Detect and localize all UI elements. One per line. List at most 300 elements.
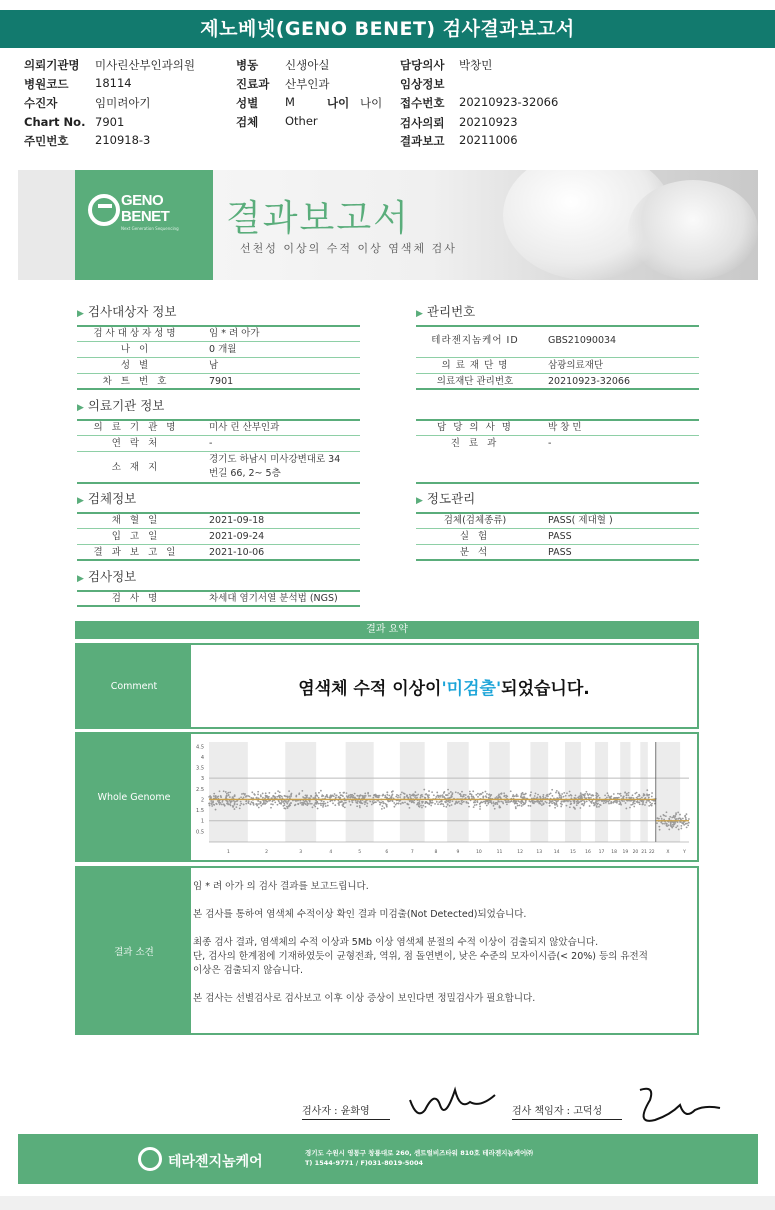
data-point [637, 802, 639, 804]
data-point [499, 807, 501, 809]
data-point [431, 791, 433, 793]
data-point [392, 790, 394, 792]
logo-text: BENET [121, 208, 170, 225]
data-point [364, 803, 366, 805]
data-point [543, 803, 545, 805]
data-point [472, 790, 474, 792]
data-point [510, 790, 512, 792]
data-point [330, 796, 332, 798]
data-point [447, 801, 449, 803]
data-point [612, 802, 614, 804]
data-point [524, 803, 526, 805]
comment-panel [75, 643, 699, 729]
data-point [632, 804, 634, 806]
header-label: 담당의사 [400, 58, 445, 72]
data-point [603, 802, 605, 804]
data-point [229, 796, 231, 798]
data-point [515, 795, 517, 797]
data-point [479, 808, 481, 810]
data-point [686, 826, 688, 828]
y-tick-label: 1 [200, 818, 204, 825]
data-point [396, 794, 398, 796]
data-point [485, 800, 487, 802]
data-point [474, 804, 476, 806]
data-point [517, 805, 519, 807]
data-point [442, 794, 444, 796]
data-point [482, 792, 484, 794]
data-point [245, 796, 247, 798]
data-point [626, 793, 628, 795]
data-point [340, 800, 342, 802]
data-point [644, 804, 646, 806]
data-point [566, 800, 568, 802]
data-point [604, 794, 606, 796]
data-point [473, 801, 475, 803]
data-point [532, 801, 534, 803]
divider [416, 512, 699, 514]
data-point [633, 800, 635, 802]
data-point [520, 796, 522, 798]
data-point [285, 800, 287, 802]
data-point [682, 818, 684, 820]
data-point [507, 801, 509, 803]
data-point [525, 793, 527, 795]
data-point [354, 793, 356, 795]
data-point [385, 803, 387, 805]
data-point [209, 795, 211, 797]
data-point [311, 803, 313, 805]
table-row: 실 험 PASS [416, 528, 699, 544]
data-point [437, 803, 439, 805]
data-point [462, 794, 464, 796]
data-point [390, 797, 392, 799]
data-point [561, 801, 563, 803]
data-point [361, 795, 363, 797]
data-point [281, 796, 283, 798]
x-tick-label: 4 [329, 850, 333, 855]
data-point [656, 822, 658, 824]
table-row: 의 료 기 관 명 미사 린 산부인과 [77, 419, 360, 435]
section-arrow-icon: ▶ [416, 496, 423, 506]
data-point [487, 801, 489, 803]
data-point [232, 797, 234, 799]
data-point [288, 790, 290, 792]
data-point [290, 794, 292, 796]
data-point [371, 804, 373, 806]
data-point [617, 793, 619, 795]
data-point [345, 802, 347, 804]
data-point [422, 796, 424, 798]
logo-subtext: Next Generation Sequencing [121, 226, 179, 231]
data-point [493, 803, 495, 805]
data-point [565, 795, 567, 797]
header-label: 병원코드 [24, 77, 69, 91]
data-point [679, 814, 681, 816]
data-point [672, 824, 674, 826]
data-point [548, 793, 550, 795]
data-point [229, 791, 231, 793]
data-point [438, 796, 440, 798]
data-point [460, 795, 462, 797]
data-point [626, 797, 628, 799]
summary-bar: 결과 요약 [75, 621, 699, 639]
data-point [688, 818, 690, 820]
data-point [561, 793, 563, 795]
director-signature-line: 검사 책임자 : 고덕성 [512, 1102, 622, 1120]
comment-label: Comment [77, 645, 191, 727]
chromosome-band [346, 742, 374, 842]
data-point [651, 792, 653, 794]
report-title: 제노베넷(GENO BENET) 검사결과보고서 [0, 10, 775, 48]
data-point [341, 794, 343, 796]
data-point [528, 805, 530, 807]
data-point [515, 806, 517, 808]
data-point [627, 794, 629, 796]
x-tick-label: 20 [632, 850, 639, 855]
header-value: 신생아실 [285, 58, 330, 72]
data-point [494, 808, 496, 810]
data-point [382, 801, 384, 803]
data-point [530, 791, 532, 793]
data-point [512, 795, 514, 797]
data-point [580, 792, 582, 794]
data-point [229, 803, 231, 805]
data-point [406, 794, 408, 796]
data-point [279, 797, 281, 799]
data-point [583, 805, 585, 807]
data-point [357, 801, 359, 803]
data-point [538, 801, 540, 803]
result-line: 단, 검사의 한계점에 기재하였듯이 균형전좌, 역위, 점 돌연변이, 낮은 수준의 모자이시즘(< 20%) 등의 유전적 [193, 951, 648, 962]
data-point [388, 800, 390, 802]
data-point [294, 804, 296, 806]
data-point [438, 801, 440, 803]
data-point [225, 791, 227, 793]
data-point [325, 796, 327, 798]
data-point [447, 804, 449, 806]
data-point [520, 803, 522, 805]
data-point [382, 794, 384, 796]
data-point [619, 802, 621, 804]
table-row: 의 료 재 단 명 삼광의료재단 [416, 357, 699, 373]
header-label: 접수번호 [400, 96, 445, 110]
data-point [377, 795, 379, 797]
data-point [522, 794, 524, 796]
data-point [573, 806, 575, 808]
data-point [260, 796, 262, 798]
result-line: 최종 검사 결과, 염색체의 수적 이상과 5Mb 이상 염색체 분절의 수적 이상이 검출되지 않았습니다. [193, 937, 599, 948]
data-point [467, 802, 469, 804]
data-point [489, 801, 491, 803]
data-point [471, 796, 473, 798]
data-point [411, 800, 413, 802]
genobenet-logo-icon-bar [98, 204, 112, 208]
data-point [594, 804, 596, 806]
data-point [536, 800, 538, 802]
data-point [420, 795, 422, 797]
x-tick-label: X [666, 850, 670, 855]
chromosome-band [489, 742, 510, 842]
data-point [286, 806, 288, 808]
data-point [235, 806, 237, 808]
data-point [519, 804, 521, 806]
data-point [593, 802, 595, 804]
data-point [639, 803, 641, 805]
data-point [479, 793, 481, 795]
data-point [541, 804, 543, 806]
director-signature-image [625, 1080, 725, 1130]
data-point [393, 802, 395, 804]
data-point [221, 804, 223, 806]
table-row: 진 료 과 - [416, 435, 699, 451]
data-point [402, 802, 404, 804]
data-point [493, 801, 495, 803]
header-label: 성별 [236, 96, 259, 110]
data-point [296, 800, 298, 802]
data-point [227, 792, 229, 794]
data-point [251, 791, 253, 793]
x-tick-label: 15 [570, 850, 576, 855]
header-label: 의뢰기관명 [24, 58, 80, 72]
divider [77, 419, 360, 421]
data-point [422, 805, 424, 807]
header-value: M [285, 95, 295, 109]
table-row: 담 당 의 사 명 박 창 민 [416, 419, 699, 435]
data-point [390, 795, 392, 797]
data-point [309, 803, 311, 805]
data-point [608, 803, 610, 805]
data-point [383, 807, 385, 809]
data-point [359, 807, 361, 809]
data-point [687, 824, 689, 826]
x-tick-label: 21 [641, 850, 647, 855]
data-point [678, 829, 680, 831]
data-point [613, 797, 615, 799]
section-title-institution: ▶ 의료기관 정보 [77, 398, 165, 413]
data-point [589, 793, 591, 795]
data-point [420, 805, 422, 807]
x-tick-label: 3 [299, 850, 303, 855]
chromosome-band [640, 742, 647, 842]
divider [77, 482, 360, 484]
data-point [645, 802, 647, 804]
data-point [668, 829, 670, 831]
data-point [404, 801, 406, 803]
data-point [502, 803, 504, 805]
data-point [686, 823, 688, 825]
data-point [616, 800, 618, 802]
data-point [325, 805, 327, 807]
result-line: 본 검사를 통하여 염색체 수적이상 확인 결과 미검출(Not Detected)되었습니다. [193, 909, 527, 920]
data-point [359, 795, 361, 797]
data-point [486, 805, 488, 807]
data-point [643, 793, 645, 795]
data-point [675, 812, 677, 814]
data-point [570, 803, 572, 805]
data-point [554, 807, 556, 809]
header-label: 병동 [236, 58, 259, 72]
data-point [585, 791, 587, 793]
data-point [217, 800, 219, 802]
data-point [333, 795, 335, 797]
data-point [421, 807, 423, 809]
data-point [375, 801, 377, 803]
data-point [349, 801, 351, 803]
data-point [563, 796, 565, 798]
section-title-test: ▶ 검사정보 [77, 569, 137, 584]
data-point [607, 795, 609, 797]
data-point [246, 800, 248, 802]
data-point [539, 796, 541, 798]
divider [77, 559, 360, 561]
data-point [583, 794, 585, 796]
data-point [379, 804, 381, 806]
data-point [253, 804, 255, 806]
y-tick-label: 2 [200, 797, 204, 804]
divider [77, 512, 360, 514]
footer-bar [18, 1134, 758, 1184]
data-point [477, 801, 479, 803]
data-point [596, 806, 598, 808]
data-point [504, 795, 506, 797]
data-point [664, 823, 666, 825]
data-point [610, 802, 612, 804]
data-point [366, 803, 368, 805]
data-point [685, 818, 687, 820]
data-point [352, 795, 354, 797]
data-point [320, 790, 322, 792]
data-point [491, 803, 493, 805]
divider [416, 388, 699, 390]
data-point [247, 795, 249, 797]
data-point [455, 791, 457, 793]
data-point [359, 805, 361, 807]
x-tick-label: 12 [517, 850, 523, 855]
logo-text: GENO [121, 192, 164, 209]
data-point [534, 801, 536, 803]
data-point [466, 802, 468, 804]
data-point [414, 796, 416, 798]
data-point [598, 806, 600, 808]
data-point [461, 803, 463, 805]
data-point [301, 804, 303, 806]
data-point [321, 803, 323, 805]
data-point [596, 793, 598, 795]
data-point [416, 797, 418, 799]
data-point [625, 802, 627, 804]
comment-highlight: '미검출' [441, 678, 502, 699]
data-point [327, 796, 329, 798]
data-point [244, 794, 246, 796]
data-point [365, 801, 367, 803]
x-tick-label: 9 [456, 850, 460, 855]
data-point [327, 801, 329, 803]
data-point [516, 803, 518, 805]
data-point [530, 805, 532, 807]
data-point [441, 796, 443, 798]
data-point [382, 803, 384, 805]
data-point [512, 801, 514, 803]
footer-company: 테라젠지놈케어 [168, 1154, 263, 1170]
data-point [668, 824, 670, 826]
data-point [618, 797, 620, 799]
data-point [257, 794, 259, 796]
data-point [625, 808, 627, 810]
data-point [485, 791, 487, 793]
data-point [573, 802, 575, 804]
header-value: 7901 [95, 115, 125, 129]
data-point [451, 804, 453, 806]
data-point [605, 802, 607, 804]
header-label: 나이 [327, 96, 350, 110]
data-point [412, 794, 414, 796]
data-point [425, 806, 427, 808]
data-point [450, 791, 452, 793]
data-point [625, 794, 627, 796]
data-point [258, 807, 260, 809]
data-point [573, 801, 575, 803]
data-point [666, 823, 668, 825]
data-point [648, 805, 650, 807]
data-point [503, 792, 505, 794]
data-point [648, 794, 650, 796]
data-point [409, 796, 411, 798]
y-tick-label: 3 [200, 776, 204, 783]
tester-signature-line: 검사자 : 윤화영 [302, 1102, 390, 1120]
section-title-specimen: ▶ 검체정보 [77, 491, 137, 506]
section-arrow-icon: ▶ [77, 309, 84, 319]
data-point [213, 793, 215, 795]
data-point [297, 803, 299, 805]
data-point [386, 797, 388, 799]
data-point [425, 794, 427, 796]
table-row: 소 재 지 경기도 하남시 미사강변대로 34 번길 66, 2~ 5층 [77, 451, 360, 483]
data-point [684, 815, 686, 817]
data-point [651, 803, 653, 805]
data-point [303, 797, 305, 799]
genome-panel [75, 732, 699, 862]
data-point [215, 795, 217, 797]
data-point [356, 802, 358, 804]
data-point [570, 794, 572, 796]
data-point [418, 804, 420, 806]
data-point [505, 796, 507, 798]
data-point [407, 797, 409, 799]
data-point [628, 797, 630, 799]
data-point [272, 801, 274, 803]
data-point [339, 792, 341, 794]
data-point [545, 797, 547, 799]
data-point [555, 792, 557, 794]
data-point [212, 803, 214, 805]
data-point [265, 792, 267, 794]
data-point [566, 792, 568, 794]
data-point [518, 800, 520, 802]
data-point [590, 801, 592, 803]
data-point [272, 795, 274, 797]
data-point [599, 797, 601, 799]
data-point [560, 806, 562, 808]
report-banner [18, 170, 758, 280]
header-value: 산부인과 [285, 77, 330, 91]
data-point [651, 796, 653, 798]
data-point [226, 793, 228, 795]
data-point [551, 789, 553, 791]
data-point [477, 793, 479, 795]
table-row: 테라젠지놈케어 ID GBS21090034 [416, 325, 699, 357]
data-point [658, 826, 660, 828]
result-line: 이상은 검출되지 않습니다. [193, 965, 304, 976]
